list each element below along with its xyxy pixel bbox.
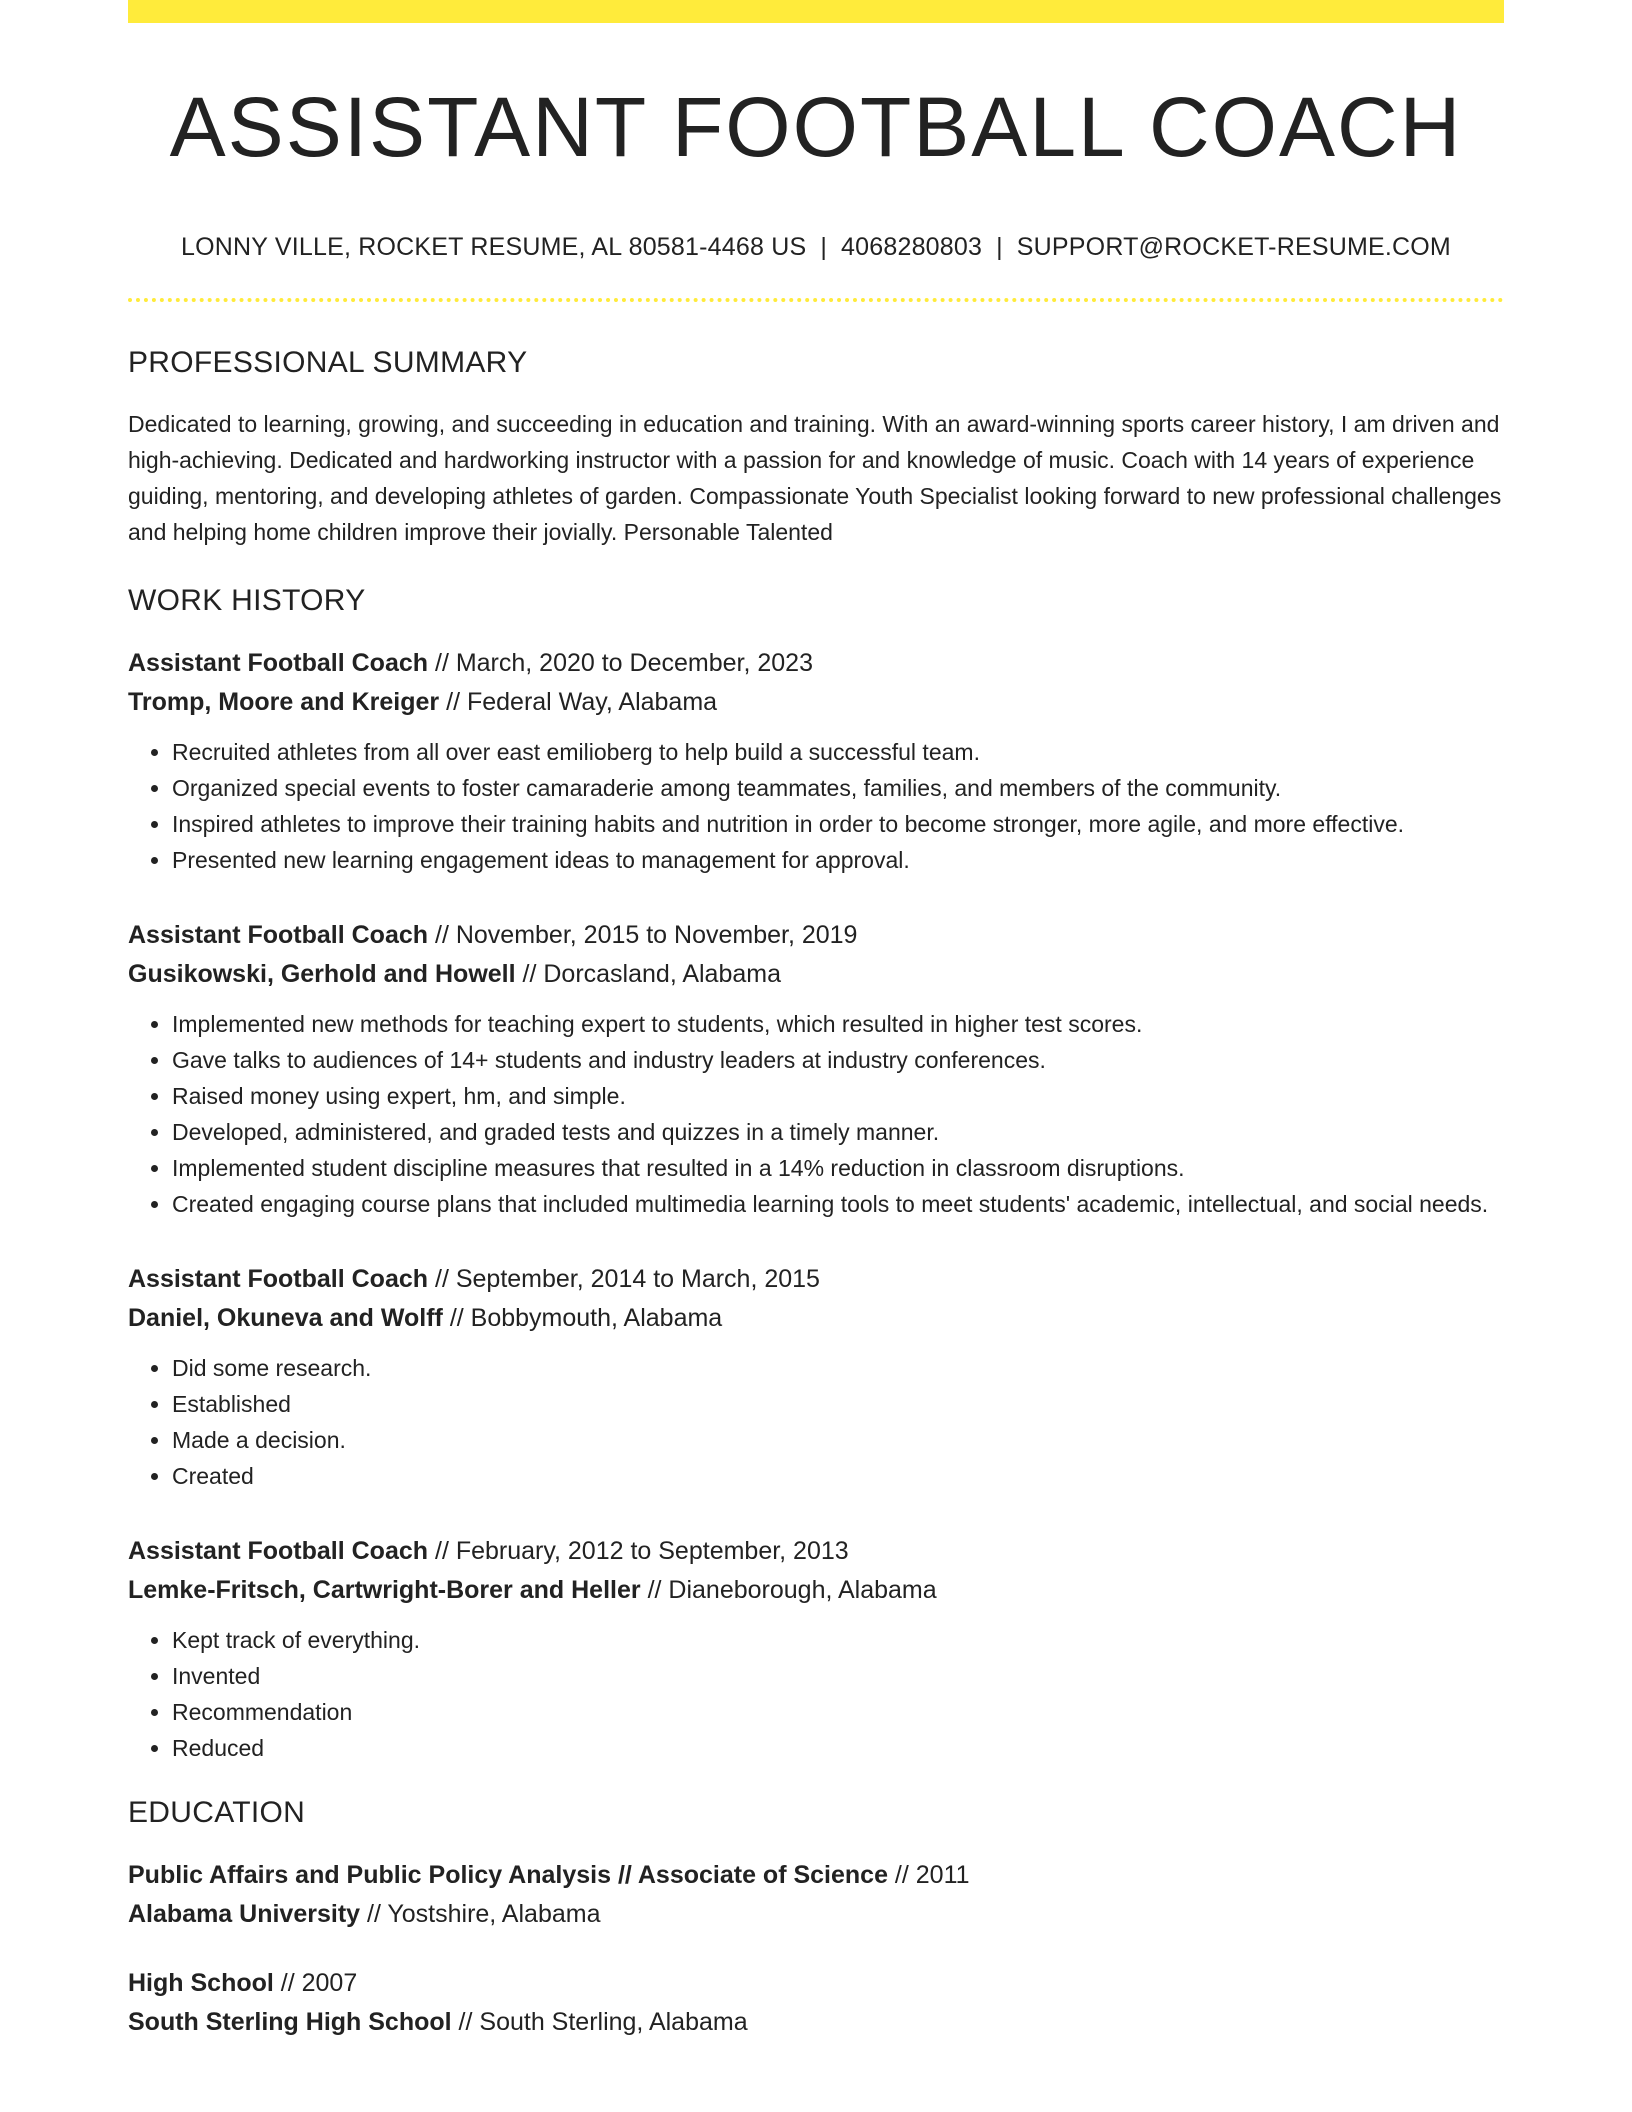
education-degree: Public Affairs and Public Policy Analysis // Associate of Science xyxy=(128,1861,888,1890)
education-heading: EDUCATION xyxy=(128,1796,306,1830)
contact-line xyxy=(128,233,1504,262)
job-title-line xyxy=(128,1532,1504,1571)
job-title-line xyxy=(128,1260,1504,1299)
job-company-line xyxy=(128,1571,1504,1610)
job-bullet: • Created xyxy=(172,1458,1504,1494)
education-degree-line xyxy=(128,1964,1504,2003)
contact-email: SUPPORT@ROCKET-RESUME.COM xyxy=(1016,233,1451,262)
job-title: Assistant Football Coach xyxy=(128,921,429,950)
job-company-line xyxy=(128,1299,1504,1338)
work-history-list xyxy=(128,644,1504,1766)
job-location: // Dorcasland, Alabama xyxy=(515,960,781,989)
job-bullet: • Implemented new methods for teaching expert to students, which resulted in higher test scores. xyxy=(172,1006,1504,1042)
education-entry xyxy=(128,1964,1504,2042)
job-bullet: • Established xyxy=(172,1386,1504,1422)
top-accent-bar xyxy=(128,0,1504,23)
job-bullet: • Presented new learning engagement ideas to management for approval. xyxy=(172,842,1504,878)
job-bullet: • Created engaging course plans that included multimedia learning tools to meet students' academic, intellectual, and social needs. xyxy=(172,1186,1504,1222)
education-location: // South Sterling, Alabama xyxy=(451,2008,748,2037)
education-list xyxy=(128,1856,1504,2042)
job-location: // Bobbymouth, Alabama xyxy=(442,1304,723,1333)
job-dates: // November, 2015 to November, 2019 xyxy=(428,921,858,950)
job-bullet: • Did some research. xyxy=(172,1350,1504,1386)
contact-address: LONNY VILLE, ROCKET RESUME, AL 80581-4468 US xyxy=(181,233,807,262)
job-entry xyxy=(128,644,1504,878)
education-school-line xyxy=(128,1895,1504,1934)
job-company: Lemke-Fritsch, Cartwright-Borer and Heller xyxy=(128,1576,641,1605)
job-title-line xyxy=(128,916,1504,955)
education-school: South Sterling High School xyxy=(128,2008,452,2037)
education-year: // 2007 xyxy=(273,1969,358,1998)
education-degree: High School xyxy=(128,1969,274,1998)
education-school-line xyxy=(128,2003,1504,2042)
job-bullet: • Inspired athletes to improve their training habits and nutrition in order to become stronger, more agile, and more effective. xyxy=(172,806,1504,842)
job-entry xyxy=(128,916,1504,1222)
job-bullet-list xyxy=(128,734,1504,878)
summary-heading: PROFESSIONAL SUMMARY xyxy=(128,346,528,380)
dotted-divider xyxy=(128,298,1504,302)
job-title: Assistant Football Coach xyxy=(128,1537,429,1566)
job-title: Assistant Football Coach xyxy=(128,1265,429,1294)
job-title-line xyxy=(128,644,1504,683)
education-location: // Yostshire, Alabama xyxy=(360,1900,601,1929)
resume-page xyxy=(128,0,1504,2042)
job-bullet-list xyxy=(128,1006,1504,1222)
job-company: Tromp, Moore and Kreiger xyxy=(128,688,440,717)
job-dates: // March, 2020 to December, 2023 xyxy=(428,649,813,678)
job-bullet: • Recommendation xyxy=(172,1694,1504,1730)
job-title: Assistant Football Coach xyxy=(128,649,429,678)
job-company-line xyxy=(128,955,1504,994)
job-entry xyxy=(128,1532,1504,1766)
job-bullet: • Invented xyxy=(172,1658,1504,1694)
job-dates: // September, 2014 to March, 2015 xyxy=(428,1265,820,1294)
job-company-line xyxy=(128,683,1504,722)
resume-title: ASSISTANT FOOTBALL COACH xyxy=(169,80,1463,174)
education-year: // 2011 xyxy=(887,1861,970,1890)
work-history-heading: WORK HISTORY xyxy=(128,584,366,618)
contact-phone: 4068280803 xyxy=(841,233,983,262)
education-entry xyxy=(128,1856,1504,1934)
job-company: Daniel, Okuneva and Wolff xyxy=(128,1304,443,1333)
job-bullet: • Kept track of everything. xyxy=(172,1622,1504,1658)
education-school: Alabama University xyxy=(128,1900,361,1929)
job-bullet: • Organized special events to foster camaraderie among teammates, families, and members of the community. xyxy=(172,770,1504,806)
contact-separator: | xyxy=(996,233,1003,262)
job-bullet: • Made a decision. xyxy=(172,1422,1504,1458)
job-location: // Federal Way, Alabama xyxy=(439,688,718,717)
job-dates: // February, 2012 to September, 2013 xyxy=(428,1537,849,1566)
job-bullet: • Reduced xyxy=(172,1730,1504,1766)
job-bullet: • Gave talks to audiences of 14+ students and industry leaders at industry conferences. xyxy=(172,1042,1504,1078)
job-bullet-list xyxy=(128,1350,1504,1494)
job-bullet: • Developed, administered, and graded tests and quizzes in a timely manner. xyxy=(172,1114,1504,1150)
job-bullet: • Implemented student discipline measures that resulted in a 14% reduction in classroom disruptions. xyxy=(172,1150,1504,1186)
contact-separator: | xyxy=(820,233,828,262)
education-degree-line xyxy=(128,1856,1504,1895)
job-bullet-list xyxy=(128,1622,1504,1766)
job-bullet: • Recruited athletes from all over east emilioberg to help build a successful team. xyxy=(172,734,1504,770)
job-location: // Dianeborough, Alabama xyxy=(640,1576,937,1605)
job-company: Gusikowski, Gerhold and Howell xyxy=(128,960,516,989)
summary-text: Dedicated to learning, growing, and succeeding in education and training. With an award-winning sports career history, I am driven and high-achieving. Dedicated and hardworking instructor with a passion for and knowledge of music. Coach with 14 years of experience guiding, mentoring, and developing athletes of garden. Compassionate Youth Specialist looking forward to new professional challenges and helping home children improve their jovially. Personable Talented xyxy=(128,411,1502,546)
job-entry xyxy=(128,1260,1504,1494)
job-bullet: • Raised money using expert, hm, and simple. xyxy=(172,1078,1504,1114)
